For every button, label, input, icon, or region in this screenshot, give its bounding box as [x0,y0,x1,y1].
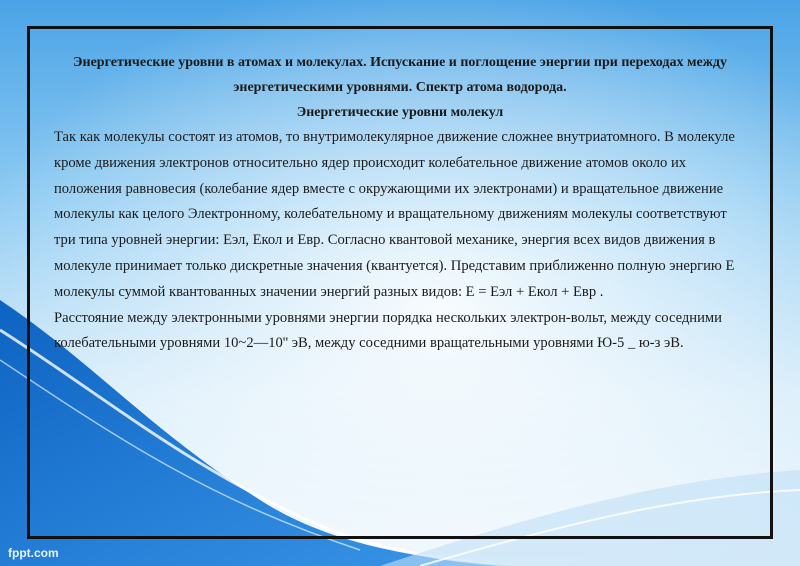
slide-title: Энергетические уровни в атомах и молекулах. Испускание и поглощение энергии при переходах между энергетическими уровнями. Спектр атома водорода. [73,55,727,95]
body-paragraph-2: Расстояние между электронными уровнями энергии порядка нескольких электрон-вольт, между соседними колебательными уровнями 10~2—10'' эВ, между соседними вращательными уровнями Ю-5 _ ю-з эВ. [54,309,722,352]
slide-subtitle: Энергетические уровни молекул [296,105,504,120]
slide-content [54,50,746,357]
watermark-logo: fppt.com [8,546,59,560]
body-paragraph-1: Так как молекулы состоят из атомов, то внутримолекулярное движение сложнее внутриатомного. В молекуле кроме движения электронов относительно ядер происходит колебательное движение атомов около их положения равновесия (колебание ядер вместе с окружающими их электронами) и вращательное движение молекулы как целого Электронному, колебательному и вращательному движениям молекулы соответствуют три типа уровней энергии: Еэл, Екол и Евр. Согласно квантовой механике, энергия всех видов движения в молекуле принимает только дискретные значения (квантуется). Представим приближенно полную энергию Е молекулы суммой квантованных значении энергий разных видов: Е = Еэл + Екол + Евр . [54,129,735,300]
